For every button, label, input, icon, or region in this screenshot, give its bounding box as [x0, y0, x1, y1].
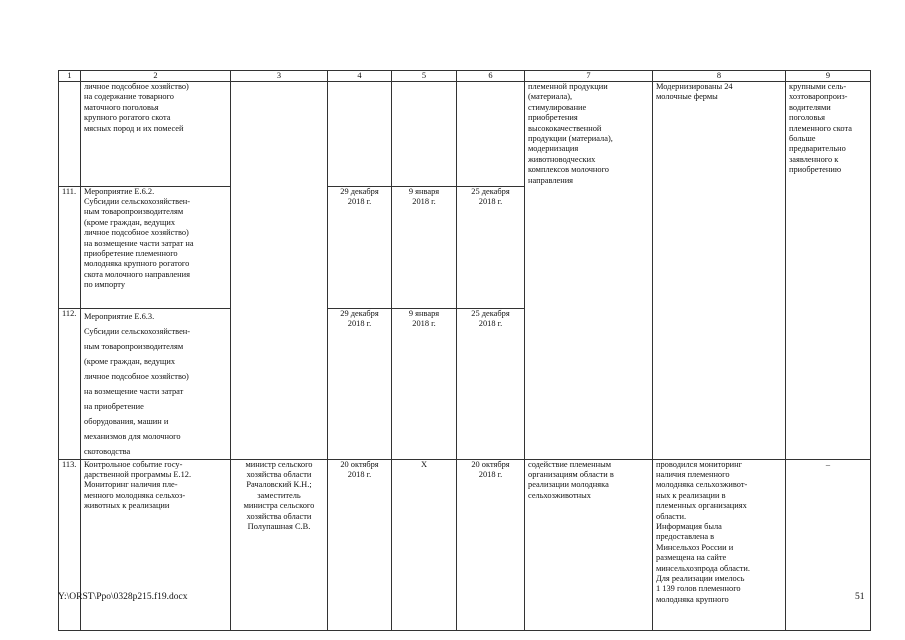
expected-result-cell	[525, 186, 653, 308]
end-date-cell	[457, 82, 525, 187]
start-date-cell	[392, 82, 457, 187]
table-row	[59, 308, 871, 459]
row-number-cell	[59, 82, 81, 187]
column-header-6: 6	[457, 71, 525, 82]
row-number-cell: 113.	[59, 459, 81, 630]
measure-description-cell: Контрольное событие госу- дарственной программы Е.12. Мониторинг наличия пле- менного молодняка сельхоз- животных к реализации	[81, 459, 231, 630]
measure-description-cell: Мероприятие Е.6.3. Субсидии сельскохозяйствен- ным товаропроизводителям (кроме граждан, ведущих личное подсобное хозяйство) на возмещение части затрат на приобретение оборудования, машин и механизмов для молочного скотоводства	[81, 308, 231, 459]
end-date-cell: 25 декабря 2018 г.	[457, 186, 525, 308]
planned-date-cell: 20 октября 2018 г.	[328, 459, 392, 630]
program-table	[58, 70, 871, 631]
table-row	[59, 459, 871, 630]
responsible-cell	[231, 82, 328, 187]
end-date-cell: 20 октября 2018 г.	[457, 459, 525, 630]
expected-result-cell	[525, 308, 653, 459]
planned-date-cell: 29 декабря 2018 г.	[328, 186, 392, 308]
column-header-3: 3	[231, 71, 328, 82]
planned-date-cell: 29 декабря 2018 г.	[328, 308, 392, 459]
column-header-8: 8	[653, 71, 786, 82]
start-date-cell: Х	[392, 459, 457, 630]
end-date-cell: 25 декабря 2018 г.	[457, 308, 525, 459]
column-header-1: 1	[59, 71, 81, 82]
measure-description-cell: Мероприятие Е.6.2. Субсидии сельскохозяйствен- ным товаропроизводителям (кроме граждан, ведущих личное подсобное хозяйство) на возмещение части затрат на приобретение племенного молодняка крупного рогатого скота молочного направления по импорту	[81, 186, 231, 308]
responsible-cell: министр сельского хозяйства области Рачаловский К.Н.; заместитель министра сельского хозяйства области Полупашная С.В.	[231, 459, 328, 630]
deviation-reason-cell: крупными сель- хозтоваропроиз- водителями поголовья племенного скота больше предварительно заявленного к приобретению	[786, 82, 871, 187]
file-path: Y:\ORST\Ppo\0328p215.f19.docx	[58, 592, 188, 602]
deviation-reason-cell: –	[786, 459, 871, 630]
column-number-row	[59, 71, 871, 82]
actual-result-cell	[653, 308, 786, 459]
actual-result-cell	[653, 186, 786, 308]
deviation-reason-cell	[786, 308, 871, 459]
actual-result-cell: Модернизированы 24 молочные фермы	[653, 82, 786, 187]
expected-result-cell: племенной продукции (материала), стимулирование приобретения высококачественной продукции (материала), модернизация животноводческих комплексов молочного направления	[525, 82, 653, 187]
start-date-cell: 9 января 2018 г.	[392, 186, 457, 308]
page-number: 51	[855, 592, 865, 602]
row-number-cell: 111.	[59, 186, 81, 308]
measure-description-cell: личное подсобное хозяйство) на содержание товарного маточного поголовья крупного рогатого скота мясных пород и их помесей	[81, 82, 231, 187]
column-header-9: 9	[786, 71, 871, 82]
column-header-2: 2	[81, 71, 231, 82]
column-header-7: 7	[525, 71, 653, 82]
column-header-5: 5	[392, 71, 457, 82]
responsible-cell	[231, 308, 328, 459]
row-number-cell: 112.	[59, 308, 81, 459]
column-header-4: 4	[328, 71, 392, 82]
actual-result-cell: проводился мониторинг наличия племенного молодняка сельхозживот- ных к реализации в племенных организациях области. Информация была предоставлена в Минсельхоз России и размещена на сайте минсельхозпрода области. Для реализации имелось 1 139 голов племенного молодняка крупного	[653, 459, 786, 630]
start-date-cell: 9 января 2018 г.	[392, 308, 457, 459]
deviation-reason-cell	[786, 186, 871, 308]
responsible-cell	[231, 186, 328, 308]
table-row-continued	[59, 82, 871, 187]
expected-result-cell: содействие племенным организациям области в реализации молодняка сельхозживотных	[525, 459, 653, 630]
table-row	[59, 186, 871, 308]
planned-date-cell	[328, 82, 392, 187]
